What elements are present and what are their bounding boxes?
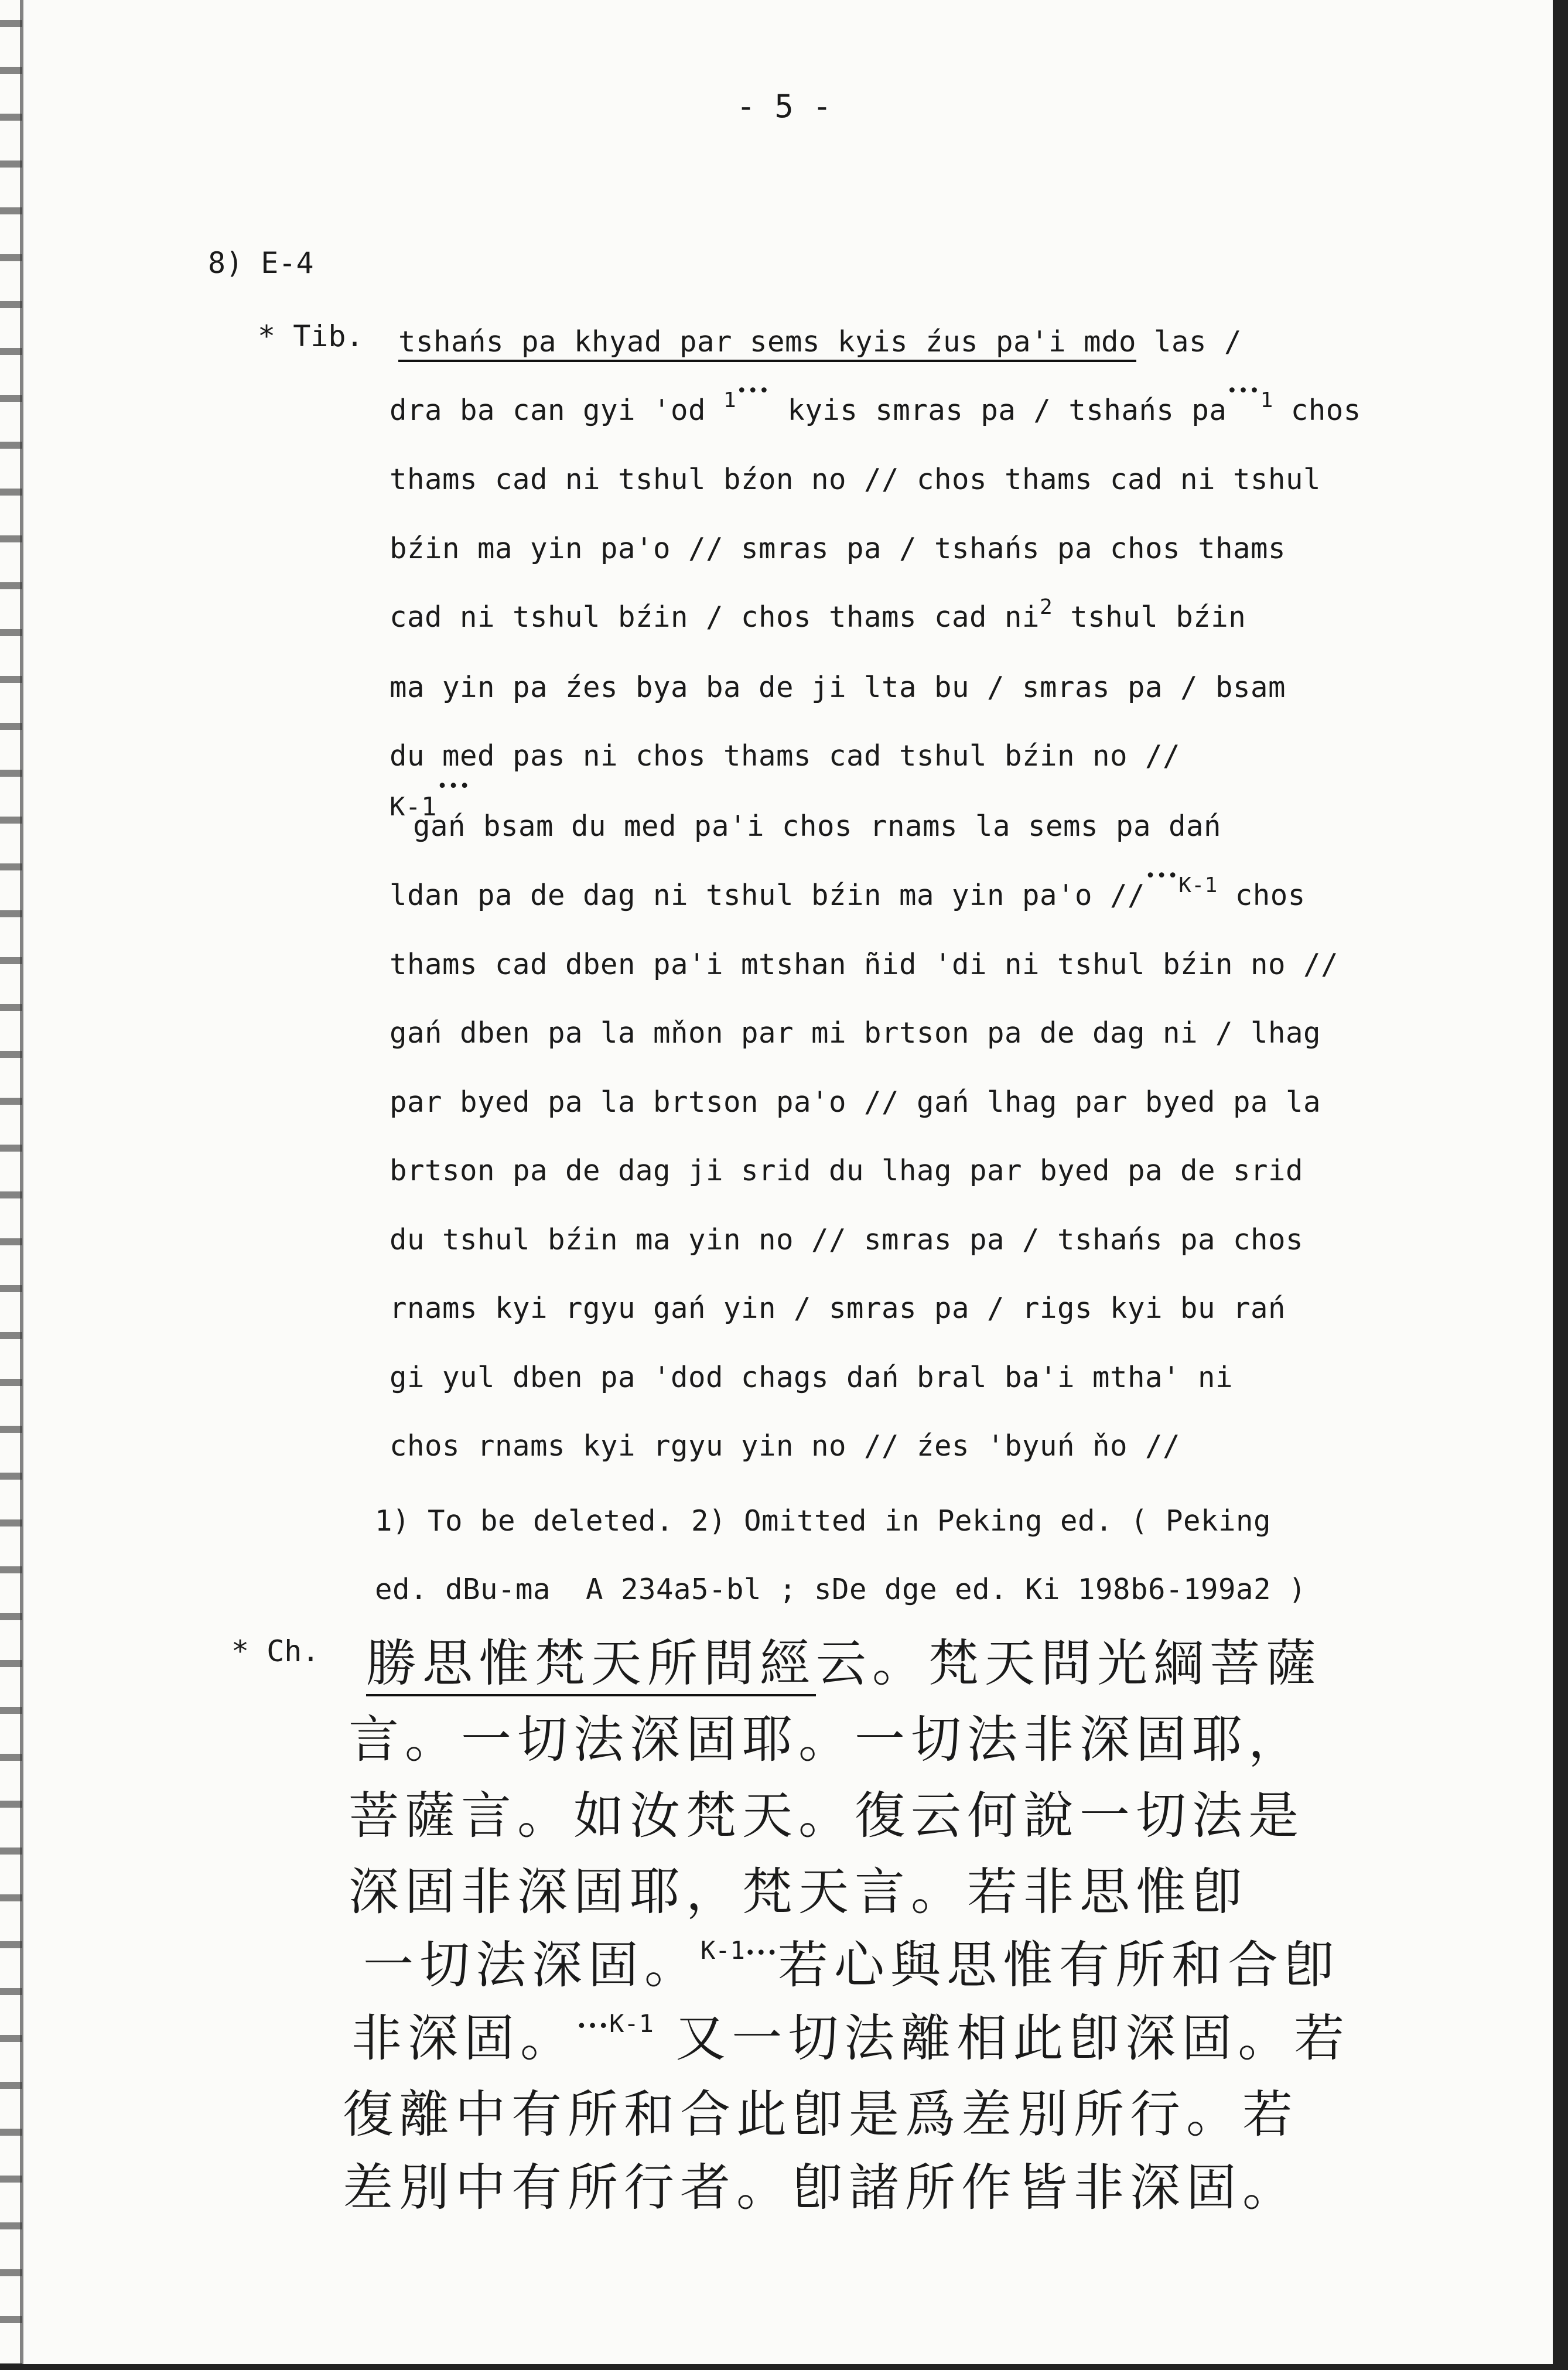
deletion-dots-end: ••• (1227, 381, 1260, 401)
deletion-dots-start: ••• (736, 381, 770, 401)
binding-holes (0, 0, 22, 2370)
tibetan-line-6: ma yin pa źes bya ba de ji lta bu / smras pa / bsam (390, 671, 1286, 704)
tibetan-line-5-a: cad ni tshul bźin / chos thams cad ni (390, 600, 1040, 634)
footnote-ref-1-end: 1 (1260, 388, 1273, 412)
k1-label-end: K-1 (1178, 873, 1218, 897)
section-heading: 8) E-4 (208, 246, 314, 280)
tibetan-label: * Tib. (258, 319, 364, 353)
chinese-line-6-a: 非深固。 (351, 2009, 576, 2068)
chinese-line-4: 深固非深固耶，梵天言。若非思惟卽 (349, 1863, 1248, 1921)
chinese-line-1-tail: 云。梵天問光綱菩薩 (816, 1634, 1322, 1693)
footnote-ref-1: 1 (723, 388, 737, 412)
chinese-line-5-b: 若心與思惟有所和合卽 (777, 1936, 1340, 1995)
tibetan-line-9-b: chos (1217, 879, 1306, 912)
footnote-ref-2: 2 (1040, 595, 1053, 619)
chinese-line-6 (351, 1997, 1350, 2070)
tibetan-line-5 (390, 595, 1246, 634)
tibetan-line-9 (390, 866, 1306, 912)
chinese-line-3: 菩薩言。如汝梵天。復云何說一切法是 (349, 1787, 1304, 1845)
k1-dots-end: ••• (1145, 866, 1179, 886)
tibetan-line-10: thams cad dben pa'i mtshan ñid 'di ni tshul bźin no // (390, 948, 1339, 981)
k1-label-ch: K-1 (701, 1936, 745, 1965)
tibetan-line-7: du med pas ni chos thams cad tshul bźin no // (390, 739, 1181, 773)
tibetan-line-13: brtson pa de dag ji srid du lhag par byed pa de srid (390, 1154, 1304, 1187)
binding-edge (20, 0, 23, 2370)
tibetan-line-14: du tshul bźin ma yin no // smras pa / tshańs pa chos (390, 1223, 1304, 1256)
tibetan-line-8: gań bsam du med pa'i chos rnams la sems pa dań (413, 810, 1222, 843)
k1-dots-ch-end: ••• (576, 2016, 610, 2037)
tibetan-line-4: bźin ma yin pa'o // smras pa / tshańs pa chos thams (390, 532, 1286, 565)
chinese-line-6-b: 又一切法離相此卽深固。若 (653, 2009, 1351, 2068)
k1-label-ch-end: K-1 (609, 2009, 654, 2038)
tibetan-line-16: gi yul dben pa 'dod chags dań bral ba'i mtha' ni (390, 1361, 1234, 1394)
chinese-line-2: 言。一切法深固耶。一切法非深固耶， (349, 1710, 1304, 1769)
chinese-line-7: 復離中有所和合此卽是爲差別所行。若 (343, 2085, 1299, 2144)
chinese-label: * Ch. (231, 1634, 320, 1668)
tibetan-line-3: thams cad ni tshul bźon no // chos thams cad ni tshul (390, 463, 1321, 496)
tibetan-line-9-a: ldan pa de dag ni tshul bźin ma yin pa'o // (390, 879, 1146, 912)
tibetan-line-2 (390, 381, 1361, 427)
tibetan-line-2-b: kyis smras pa / tshańs pa (770, 394, 1227, 427)
k1-dots: ••• (436, 776, 471, 797)
page-edge-right (1553, 0, 1568, 2370)
tibetan-line-5-b: tshul bźin (1053, 600, 1246, 634)
k1-label: K-1 (390, 792, 437, 822)
tibetan-line-2-c: chos (1273, 394, 1361, 427)
tibetan-line-1 (398, 325, 1242, 358)
tibetan-line-17: chos rnams kyi rgyu yin no // źes 'byuń ňo // (390, 1429, 1181, 1463)
tibetan-line-2-a: dra ba can gyi 'od (390, 394, 724, 427)
page-edge-bottom (0, 2364, 1568, 2370)
footnote-line-2: ed. dBu-ma A 234a5-bl ; sDe dge ed. Ki 198b6-199a2 ) (375, 1573, 1307, 1606)
chinese-line-8: 差別中有所行者。卽諸所作皆非深固。 (343, 2159, 1299, 2217)
tibetan-line-15: rnams kyi rgyu gań yin / smras pa / rigs kyi bu rań (390, 1292, 1286, 1325)
tibetan-line-12: par byed pa la brtson pa'o // gań lhag par byed pa la (390, 1085, 1321, 1119)
footnote-line-1: 1) To be deleted. 2) Omitted in Peking ed. ( Peking (375, 1504, 1272, 1538)
tibetan-line-1-tail: las / (1136, 325, 1242, 358)
page-number: - 5 - (736, 88, 832, 125)
chinese-line-5 (363, 1924, 1340, 1997)
chinese-line-1 (366, 1623, 1322, 1695)
tibetan-title: tshańs pa khyad par sems kyis źus pa'i mdo (398, 325, 1136, 362)
k1-dots-ch: ••• (744, 1943, 778, 1963)
chinese-title: 勝思惟梵天所問經 (366, 1634, 816, 1696)
chinese-line-5-a: 一切法深固。 (363, 1936, 701, 1995)
tibetan-line-11: gań dben pa la mňon par mi brtson pa de dag ni / lhag (390, 1016, 1321, 1050)
